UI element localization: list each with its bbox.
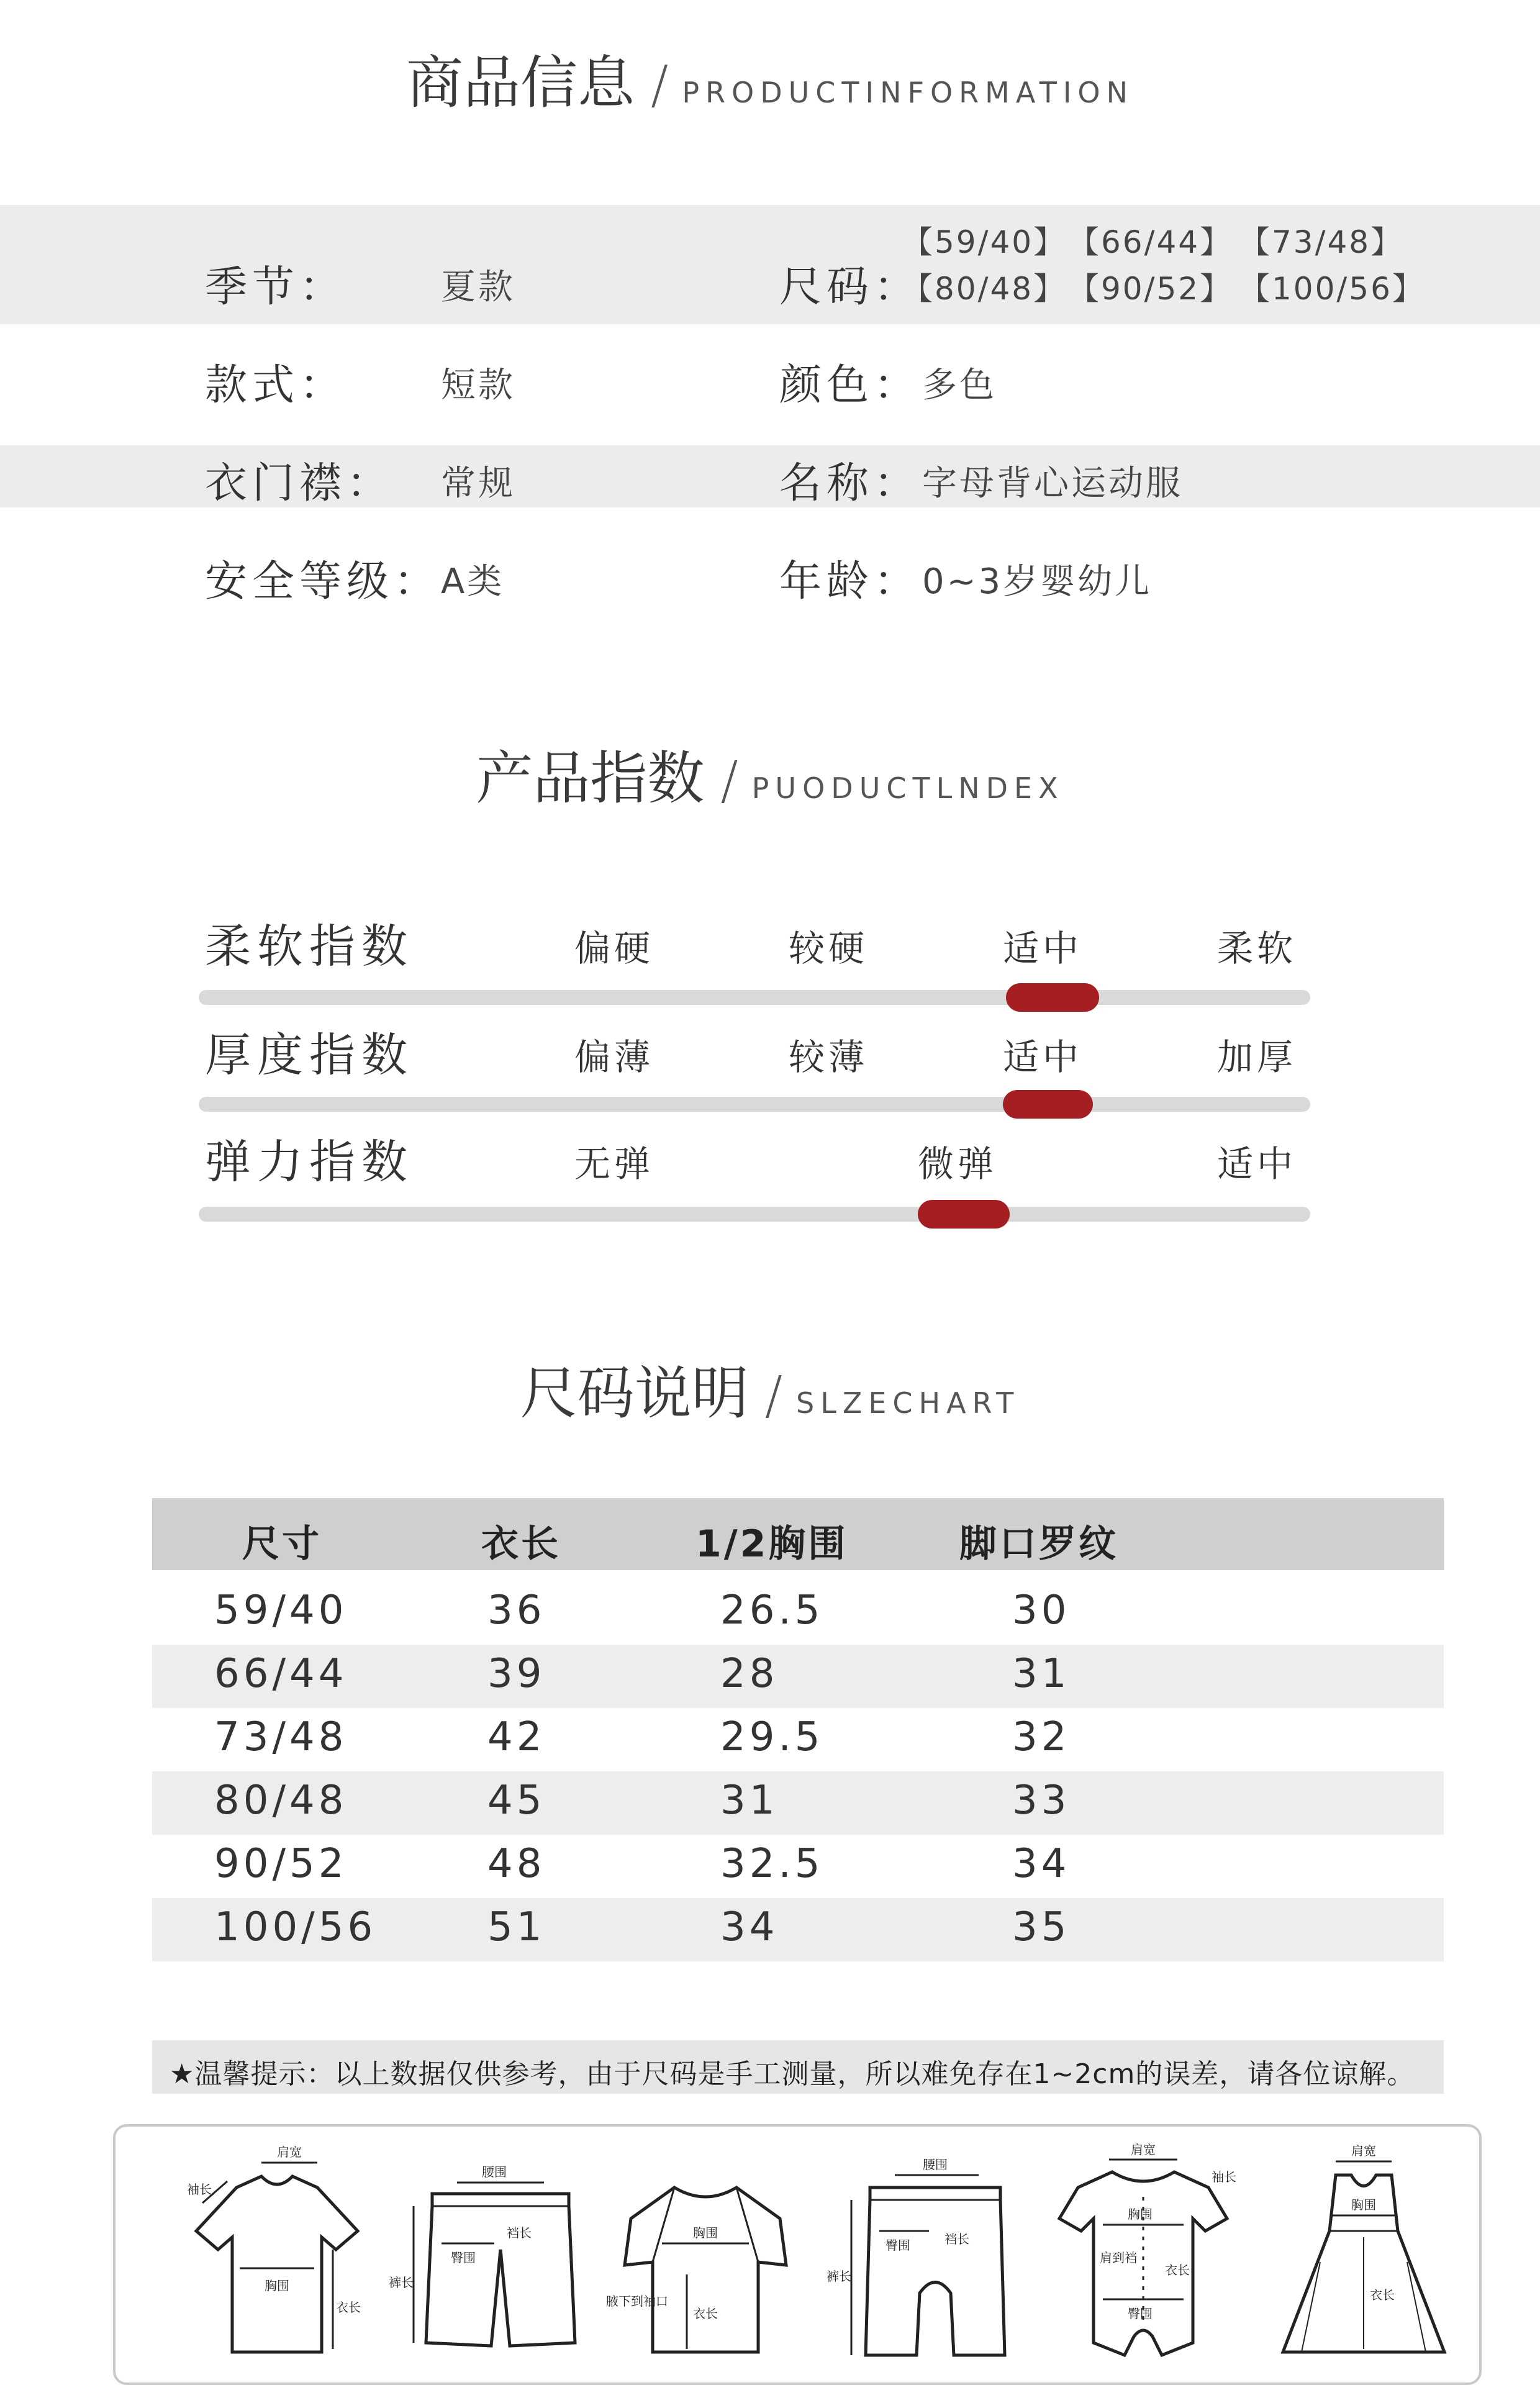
column-header-cuff: 脚口罗纹 — [959, 1522, 1118, 1566]
index-level: 较薄 — [789, 1036, 869, 1078]
softness-index-track — [199, 990, 1310, 1005]
table-cell: 32.5 — [720, 1841, 824, 1887]
column-header-size: 尺寸 — [242, 1522, 322, 1566]
table-cell: 31 — [720, 1778, 779, 1824]
elasticity-index-track — [199, 1207, 1310, 1222]
table-cell: 34 — [720, 1904, 779, 1950]
diagram-label: 臀围 — [1128, 2306, 1153, 2321]
table-cell: 35 — [1012, 1904, 1071, 1950]
table-cell: 42 — [487, 1714, 546, 1760]
diagram-label: 肩宽 — [1351, 2143, 1376, 2158]
size-label: 尺码： — [779, 263, 922, 312]
color-label: 颜色： — [779, 361, 922, 410]
size-option: 【90/52】 — [1068, 271, 1233, 307]
table-cell: 26.5 — [720, 1588, 824, 1633]
table-cell: 80/48 — [214, 1778, 348, 1824]
index-level: 适中 — [1003, 927, 1083, 970]
table-cell: 32 — [1012, 1714, 1071, 1760]
softness-index-marker — [1006, 983, 1099, 1012]
safety-label: 安全等级： — [205, 557, 442, 606]
thickness-index-label: 厚度指数 — [205, 1029, 414, 1082]
thickness-index-marker — [1003, 1090, 1093, 1119]
diagram-label: 腰围 — [482, 2165, 507, 2179]
age-value: 0~3岁婴幼儿 — [922, 561, 1153, 602]
size-chart-title-zh: 尺码说明 — [520, 1360, 749, 1427]
diagram-label: 衣长 — [1165, 2263, 1190, 2278]
table-cell: 30 — [1012, 1588, 1071, 1633]
table-cell: 59/40 — [214, 1588, 348, 1633]
title-separator: / — [720, 750, 738, 811]
size-option: 【100/56】 — [1239, 271, 1425, 307]
column-header-length: 衣长 — [481, 1522, 561, 1566]
diagram-label: 肩到裆 — [1100, 2250, 1137, 2265]
product-index-title — [0, 733, 1540, 815]
season-value: 夏款 — [441, 267, 515, 307]
diagram-label: 胸围 — [1351, 2197, 1376, 2212]
dress-diagram-icon — [1264, 2138, 1463, 2368]
diagram-label: 臀围 — [451, 2250, 476, 2265]
elasticity-index-label: 弹力指数 — [205, 1135, 414, 1189]
diagram-label: 衣长 — [1370, 2287, 1395, 2302]
table-cell: 33 — [1012, 1778, 1071, 1824]
safety-value: A类 — [441, 561, 505, 602]
name-value: 字母背心运动服 — [922, 463, 1183, 504]
product-index-title-zh: 产品指数 — [476, 745, 705, 812]
product-info-title-zh: 商品信息 — [405, 50, 635, 116]
name-label: 名称： — [779, 459, 922, 508]
index-level: 无弹 — [574, 1143, 654, 1185]
index-level: 加厚 — [1217, 1036, 1297, 1078]
placket-value: 常规 — [441, 463, 515, 504]
elasticity-index-marker — [918, 1200, 1010, 1229]
measurement-tip-text: ★温馨提示：以上数据仅供参考，由于尺码是手工测量，所以难免存在1~2cm的误差，请各位谅解。 — [170, 2058, 1415, 2090]
measurement-diagrams — [113, 2124, 1482, 2385]
romper-diagram-icon — [1041, 2138, 1246, 2368]
diagram-label: 袖长 — [1212, 2169, 1236, 2184]
table-cell: 66/44 — [214, 1651, 348, 1697]
size-chart-title — [0, 1348, 1540, 1430]
pants-diagram-icon — [823, 2138, 1028, 2368]
tshirt-diagram-icon — [178, 2138, 376, 2368]
diagram-label: 衣长 — [693, 2306, 718, 2321]
index-level: 微弹 — [918, 1143, 998, 1185]
index-level: 柔软 — [1217, 927, 1297, 970]
table-cell: 39 — [487, 1651, 546, 1697]
table-cell: 90/52 — [214, 1841, 348, 1887]
index-level: 偏硬 — [574, 927, 654, 970]
title-separator: / — [651, 54, 669, 115]
diagram-label: 胸围 — [693, 2225, 718, 2240]
diagram-label: 袖长 — [187, 2182, 212, 2197]
table-cell: 29.5 — [720, 1714, 824, 1760]
table-cell: 51 — [487, 1904, 546, 1950]
diagram-label: 腰围 — [923, 2157, 948, 2172]
diagram-label: 裆长 — [507, 2225, 532, 2240]
product-info-title — [0, 37, 1540, 119]
style-value: 短款 — [441, 365, 515, 406]
table-cell: 100/56 — [214, 1904, 377, 1950]
shorts-diagram-icon — [383, 2138, 587, 2368]
diagram-label: 肩宽 — [1131, 2142, 1156, 2157]
table-cell: 45 — [487, 1778, 546, 1824]
table-cell: 73/48 — [214, 1714, 348, 1760]
diagram-label: 腋下到袖口 — [606, 2294, 668, 2309]
age-label: 年龄： — [779, 557, 922, 606]
product-info-title-en: PRODUCTINFORMATION — [682, 76, 1134, 109]
table-cell: 36 — [487, 1588, 546, 1633]
measurement-tip — [152, 2040, 1444, 2094]
index-level: 适中 — [1003, 1036, 1083, 1078]
diagram-label: 裤长 — [389, 2275, 414, 2290]
diagram-label: 裤长 — [827, 2269, 851, 2284]
table-cell: 28 — [720, 1651, 779, 1697]
diagram-label: 裆长 — [944, 2232, 969, 2246]
product-index-title-en: PUODUCTLNDEX — [751, 771, 1064, 805]
size-chart-title-en: SLZECHART — [796, 1386, 1020, 1420]
diagram-label: 胸围 — [1128, 2207, 1153, 2222]
title-separator: / — [764, 1365, 783, 1425]
raglan-tee-diagram-icon — [606, 2138, 805, 2368]
index-level: 较硬 — [789, 927, 869, 970]
size-option: 【80/48】 — [902, 271, 1067, 307]
diagram-label: 臀围 — [886, 2238, 910, 2253]
style-label: 款式： — [205, 361, 347, 410]
index-level: 偏薄 — [574, 1036, 654, 1078]
table-cell: 31 — [1012, 1651, 1071, 1697]
color-value: 多色 — [922, 365, 997, 406]
table-cell: 48 — [487, 1841, 546, 1887]
diagram-label: 肩宽 — [277, 2145, 302, 2160]
column-header-chest: 1/2胸围 — [695, 1522, 848, 1566]
size-option: 【73/48】 — [1239, 224, 1404, 260]
softness-index-label: 柔软指数 — [205, 920, 414, 973]
diagram-label: 衣长 — [336, 2300, 361, 2315]
size-option: 【59/40】 — [902, 224, 1067, 260]
season-label: 季节： — [205, 263, 347, 312]
size-option: 【66/44】 — [1068, 224, 1233, 260]
table-cell: 34 — [1012, 1841, 1071, 1887]
thickness-index-track — [199, 1097, 1310, 1112]
placket-label: 衣门襟： — [205, 459, 394, 508]
index-level: 适中 — [1217, 1143, 1297, 1185]
diagram-label: 胸围 — [265, 2278, 289, 2293]
